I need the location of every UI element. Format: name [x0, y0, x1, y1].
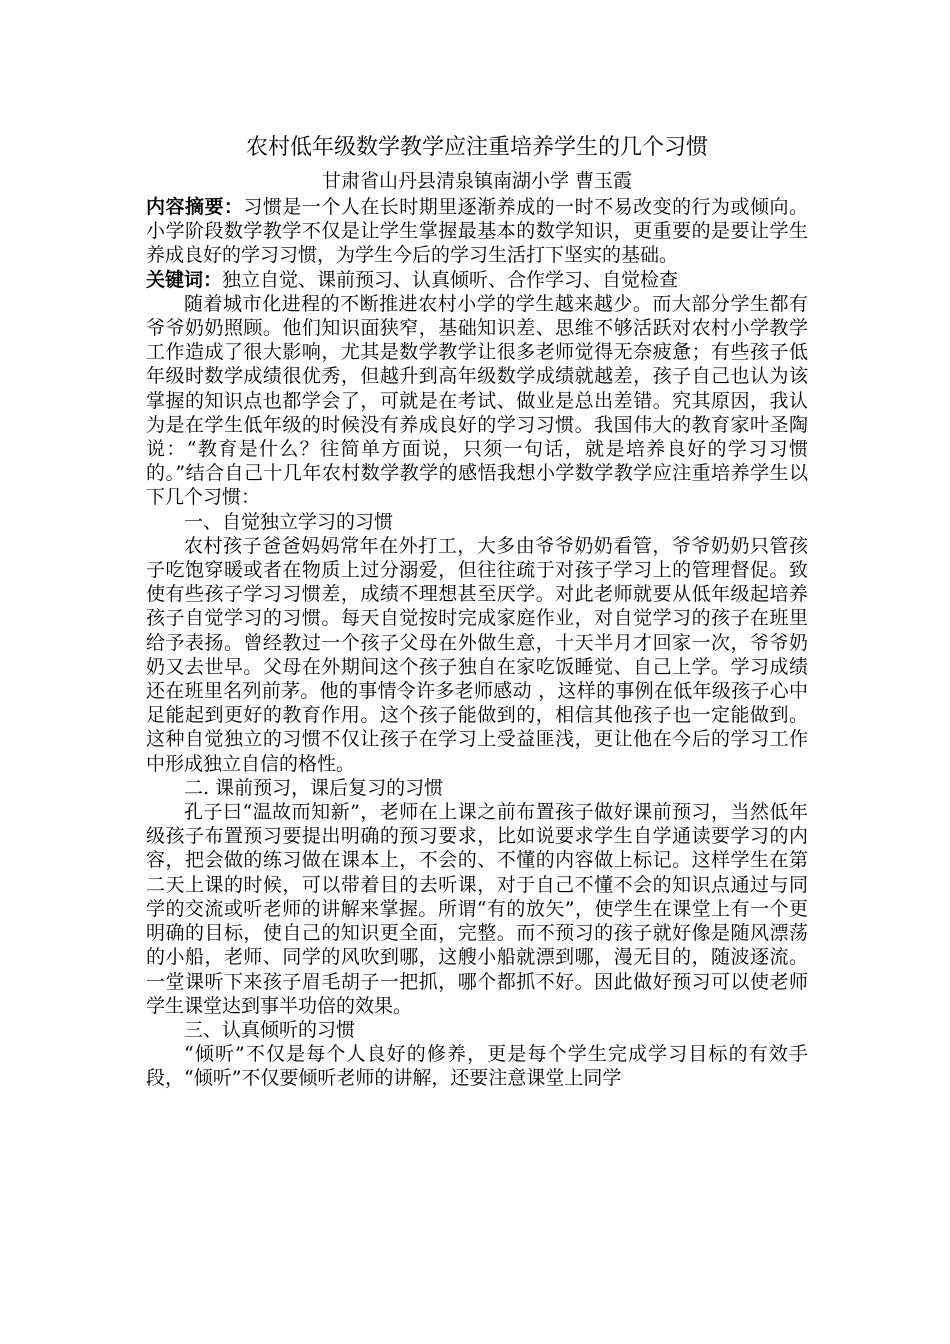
- keywords-text: 独立自觉、课前预习、认真倾听、合作学习、自觉检查: [222, 268, 679, 291]
- abstract-paragraph: [146, 195, 808, 268]
- section-1-heading: 一、自觉独立学习的习惯: [184, 510, 394, 533]
- abstract-label: 内容摘要：: [146, 196, 244, 218]
- section-2-paragraph: 孔子曰“温故而知新”，老师在上课之前布置孩子做好课前预习，当然低年级孩子布置预习要提出明确的预习要求，比如说要求学生自学通读要学习的内容，把会做的练习做在课本上，不会的、不懂的内容做上标记。这样学生在第二天上课的时候，可以带着目的去听课，对于自己不懂不会的知识点通过与同学的交流或听老师的讲解来掌握。所谓“有的放矢”，使学生在课堂上有一个更明确的目标，使自己的知识更全面，完整。而不预习的孩子就好像是随风漂荡的小船，老师、同学的风吹到哪，这艘小船就漂到哪，漫无目的，随波逐流。一堂课听下来孩子眉毛胡子一把抓，哪个都抓不好。因此做好预习可以使老师学生课堂达到事半功倍的效果。: [146, 801, 808, 1017]
- document-author: 甘肃省山丹县清泉镇南湖小学 曹玉霞: [321, 170, 633, 192]
- section-3-heading: 三、认真倾听的习惯: [184, 1018, 356, 1041]
- intro-paragraph: 随着城市化进程的不断推进农村小学的学生越来越少。而大部分学生都有爷爷奶奶照顾。他们知识面狭窄，基础知识差、思维不够活跃对农村小学教学工作造成了很大影响，尤其是数学教学让很多老师觉得无奈疲惫；有些孩子低年级时数学成绩很优秀，但越升到高年级数学成绩就越差，孩子自己也认为该掌握的知识点也都学会了，可就是在考试、做业是总出差错。究其原因，我认为是在学生低年级的时候没有养成良好的学习习惯。我国伟大的教育家叶圣陶说：“教育是什么？往简单方面说，只须一句话，就是培养良好的学习习惯的。”结合自己十几年农村数学教学的感悟我想小学数学教学应注重培养学生以下几个习惯：: [146, 292, 808, 509]
- abstract-text: 习惯是一个人在长时期里逐渐养成的一时不易改变的行为或倾向。小学阶段数学教学不仅是让学生掌握最基本的数学知识，更重要的是要让学生养成良好的学习习惯，为学生今后的学习生活打下坚实的基础。: [146, 196, 808, 267]
- section-2-heading: 二. 课前预习，课后复习的习惯: [184, 776, 444, 799]
- section-3-paragraph: “倾听”不仅是每个人良好的修养，更是每个学生完成学习目标的有效手段，“倾听”不仅要倾听老师的讲解，还要注意课堂上同学: [146, 1043, 808, 1090]
- document-title: 农村低年级数学教学应注重培养学生的几个习惯: [245, 135, 708, 160]
- section-1-paragraph: 农村孩子爸爸妈妈常年在外打工，大多由爷爷奶奶看管，爷爷奶奶只管孩子吃饱穿暖或者在物质上过分溺爱，但往往疏于对孩子学习上的管理督促。致使有些孩子学习习惯差，成绩不理想甚至厌学。对此老师就要从低年级起培养孩子自觉学习的习惯。每天自觉按时完成家庭作业，对自觉学习的孩子在班里给予表扬。曾经教过一个孩子父母在外做生意，十天半月才回家一次，爷爷奶奶又去世早。父母在外期间这个孩子独自在家吃饭睡觉、自己上学。学习成绩还在班里名列前茅。他的事情令许多老师感动 ，这样的事例在低年级孩子心中足能起到更好的教育作用。这个孩子能做到的，相信其他孩子也一定能做到。这种自觉独立的习惯不仅让孩子在学习上受益匪浅，更让他在今后的学习工作中形成独立自信的格性。: [146, 534, 808, 775]
- document-body: [146, 133, 808, 1091]
- keywords-paragraph: [146, 268, 808, 292]
- keywords-label: 关键词：: [146, 268, 223, 291]
